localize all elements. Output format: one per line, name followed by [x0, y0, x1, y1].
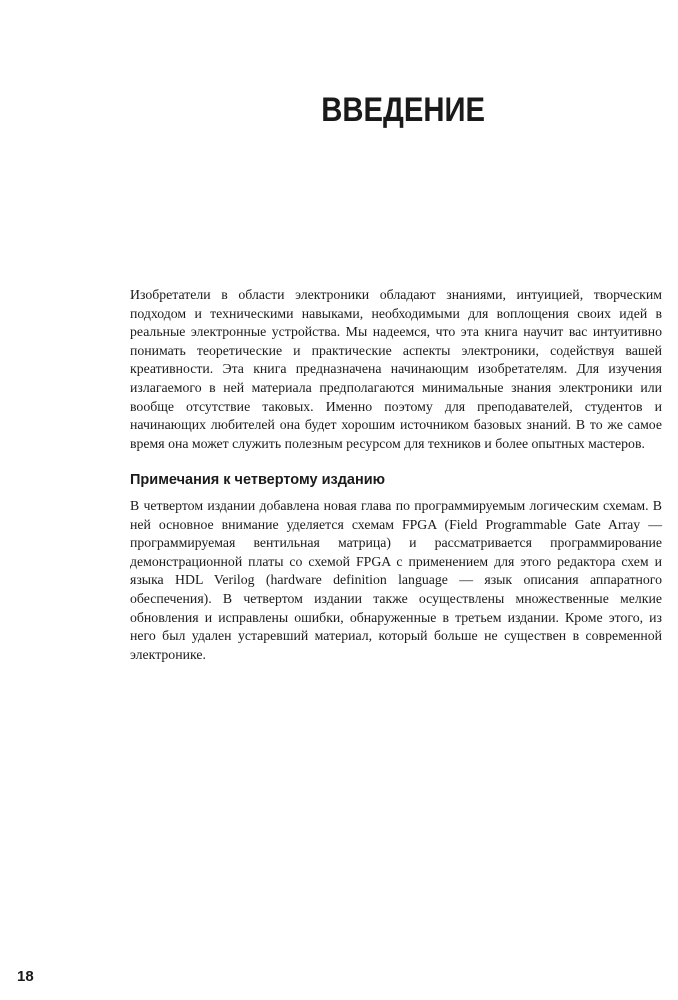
section-heading: Примечания к четвертому изданию: [130, 472, 386, 488]
section-paragraph: В четвертом издании добавлена новая глава по программируемым логическим схемам. В ней основное внимание уделяется схемам FPGA (Field Programmable Gate Array — программируемая вентильная матрица) и рассматривается программирование демонстрационной платы со схемой FPGA с применением для этого редактора схем и языка HDL Verilog (hardware definition language — язык описания аппаратного обеспечения). В четвертом издании также осуществлены множественные мелкие обновления и исправлены ошибки, обнаруженные в третьем издании. Кроме этого, из него был удален устаревший материал, который больше не существен в современной электронике.: [130, 498, 662, 662]
intro-paragraph: Изобретатели в области электроники обладают знаниями, интуицией, творческим подходом и техническими навыками, необходимыми для воплощения своих идей в реальные электронные устройства. Мы надеемся, что эта книга научит вас интуитивно понимать теоретические и практические аспекты электроники, содействуя вашей креативности. Эта книга предназначена начинающим изобретателям. Для изучения излагаемого в ней материала предполагаются минимальные знания электроники или вообще отсутствие таковых. Именно поэтому для преподавателей, студентов и начинающих любителей она будет хорошим источником базовых знаний. В то же самое время она может служить полезным ресурсом для техников и более опытных мастеров.: [130, 287, 662, 451]
page-number: 18: [17, 968, 34, 985]
chapter-title: ВВЕДЕНИЕ: [321, 91, 485, 129]
